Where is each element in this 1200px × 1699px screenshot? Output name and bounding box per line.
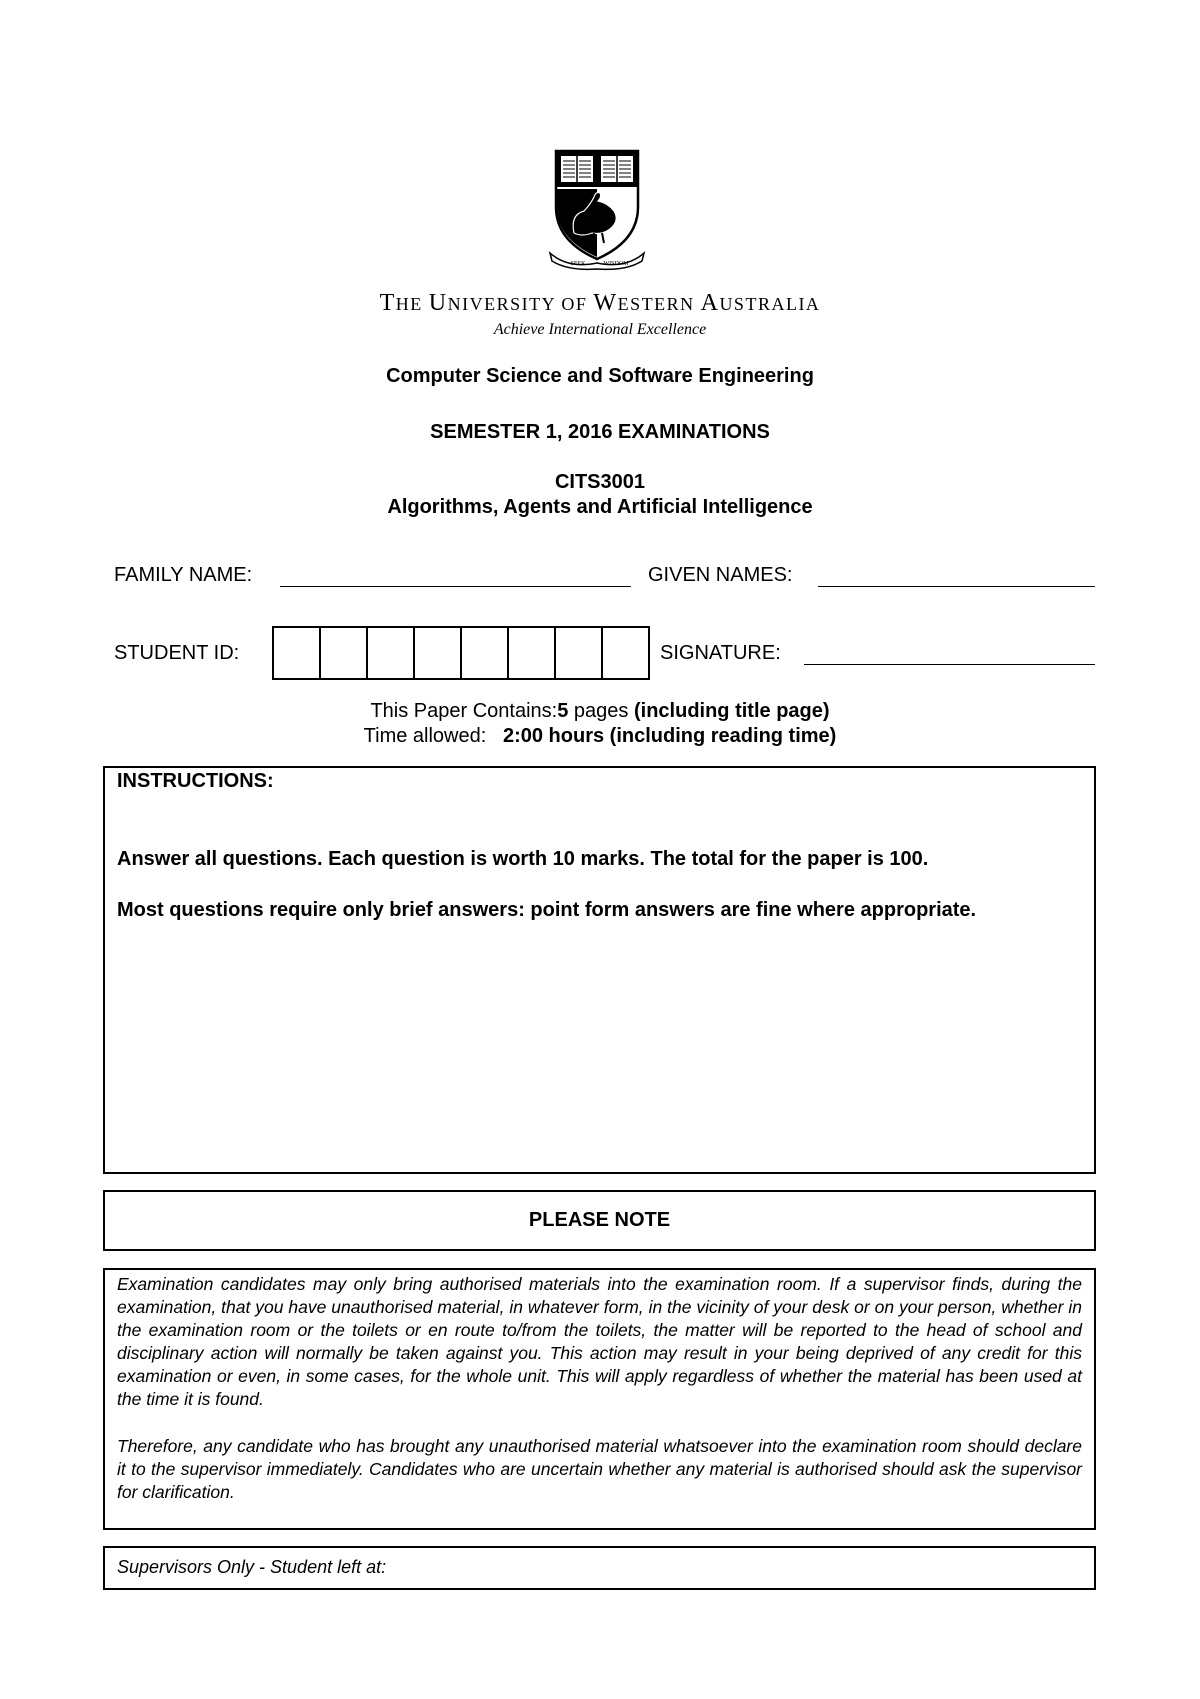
instruction-line: Most questions require only brief answers: point form answers are fine where appropriate.	[117, 899, 977, 921]
family-name-field[interactable]	[280, 586, 631, 587]
supervisor-box	[103, 1546, 1096, 1590]
school-name: Computer Science and Software Engineering	[386, 365, 814, 387]
instructions-heading: INSTRUCTIONS:	[117, 770, 274, 792]
unit-name: Algorithms, Agents and Artificial Intelligence	[387, 496, 813, 518]
page-count: 5	[557, 700, 569, 722]
exam-title: SEMESTER 1, 2016 EXAMINATIONS	[430, 421, 770, 443]
university-name: THE UNIVERSITY OF WESTERN AUSTRALIA	[379, 290, 821, 316]
please-note-box	[103, 1190, 1096, 1251]
student-id-box[interactable]	[368, 628, 415, 678]
crest-motto-right: WISDOM	[603, 261, 629, 267]
time-value: 2:00 hours (including reading time)	[502, 725, 837, 747]
note-paragraph: Examination candidates may only bring authorised materials into the examination room. If a supervisor finds, during the examination, that you have unauthorised material, in whatever form, in the vicinity of your desk or on your person, whether in the examination room or the toilets or en route to/from the toilets, the matter will be reported to the head of school and disciplinary action will normally be taken against you. This action may result in your being deprived of any credit for this examination or even, in some cases, for the whole unit. This will apply regardless of whether the material has been used at the time it is found.	[117, 1274, 1082, 1409]
pages-label: This Paper Contains:	[370, 700, 558, 722]
given-names-label: GIVEN NAMES:	[648, 564, 793, 586]
student-id-box[interactable]	[415, 628, 462, 678]
time-allowed-info	[0, 725, 1200, 748]
student-id-box[interactable]	[462, 628, 509, 678]
student-id-box[interactable]	[603, 628, 648, 678]
student-id-box[interactable]	[274, 628, 321, 678]
student-id-label: STUDENT ID:	[114, 642, 240, 664]
university-crest	[548, 145, 646, 271]
student-id-box[interactable]	[509, 628, 556, 678]
instruction-line: Answer all questions. Each question is worth 10 marks. The total for the paper is 100.	[117, 848, 929, 870]
instructions-box	[103, 766, 1096, 1174]
note-text-box	[103, 1268, 1096, 1530]
signature-field[interactable]	[804, 664, 1095, 665]
student-id-boxes[interactable]	[272, 626, 650, 680]
university-tagline: Achieve International Excellence	[493, 321, 707, 338]
supervisor-label: Supervisors Only - Student left at:	[117, 1557, 387, 1577]
please-note-heading: PLEASE NOTE	[528, 1209, 671, 1231]
paper-pages-info: This Paper Contains:5 pages (including title page)	[370, 700, 830, 722]
unit-code: CITS3001	[554, 471, 646, 493]
student-id-box[interactable]	[321, 628, 368, 678]
given-names-field[interactable]	[818, 586, 1095, 587]
signature-label: SIGNATURE:	[660, 642, 781, 664]
family-name-label: FAMILY NAME:	[114, 564, 253, 586]
student-id-box[interactable]	[556, 628, 603, 678]
time-label: Time allowed:	[363, 725, 487, 747]
crest-motto-left: SEEK	[570, 261, 586, 267]
note-paragraph: Therefore, any candidate who has brought any unauthorised material whatsoever into the examination room should declare it to the supervisor immediately. Candidates who are uncertain whether any material is authorised should ask the supervisor for clarification.	[117, 1436, 1082, 1502]
pages-note: (including title page)	[633, 700, 830, 722]
